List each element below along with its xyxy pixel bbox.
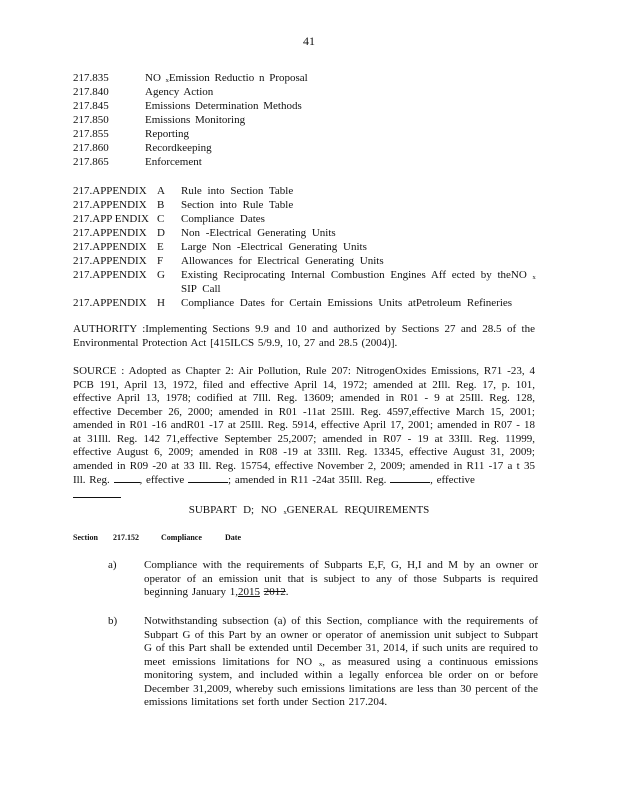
appendix-letter: H [157,297,165,309]
blank-line [390,473,430,483]
subsection-body: Compliance with the requirements of Subparts E,F, G, H,I and M by an owner or operator of an emission unit that is subject to any of those Subparts is required beginning January 1, [144,559,538,598]
appendix-number: 217.APPENDIX [73,227,147,239]
appendix-entry [73,212,543,226]
appendix-title: Large Non -Electrical Generating Units [181,241,367,253]
subsection-label: b) [108,615,118,627]
divider-line [73,497,121,498]
source-paragraph [73,365,535,488]
deleted-text: 2012 [263,586,286,598]
section-entry [73,113,308,127]
section-number: 217.835 [73,72,109,84]
source-history-text: SOURCE : Adopted as Chapter 2: Air Pollution, Rule 207: NitrogenOxides Emissions, R71 -23, 4 PCB 191, April 13, 1972, filed and effective April 14, 1972; amended at 2Ill. Reg. 17, p. 101, effective April 13, 1978; codified at 7Ill. Reg. 13609; amended in R01 - 9 at 25Ill. Reg. 128, effective December 26, 2000; amended in R01 -11at 25Ill. Reg. 4597,effective March 15, 2001; amended in R01 -16 andR01 -17 at 25Ill. Reg. 5914, effective April 17, 2001; amended in R07 - 18 at 31Ill. Reg. 142 71,effective September 25,2007; amended in R07 - 19 at 33Ill. Reg. 11999, effective August 6, 2009; amended in R08 -19 at 33Ill. Reg. 13345, effective August 31, 2009; amended in R09 -20 at 33 Ill. Reg. 15754, effective November 2, 2009; amended in R11 -17 a t 35 Ill. Reg. [73,365,535,486]
section-heading-title: Compliance [161,533,202,542]
source-amended-text: ; amended in R11 -24at 35Ill. Reg. [228,474,387,486]
section-entry [73,85,308,99]
appendix-title: Rule into Section Table [181,185,294,197]
appendix-title: Compliance Dates [181,213,265,225]
appendix-letter: G [157,269,165,281]
appendix-letter: C [157,213,165,225]
section-number: 217.860 [73,142,109,154]
appendix-number: 217.APPENDIX [73,255,147,267]
subpart-heading: SUBPART D; NO ₓGENERAL REQUIREMENTS [188,504,430,516]
appendix-title: Non -Electrical Generating Units [181,227,336,239]
section-list [73,71,308,169]
subsection-label: a) [108,559,117,571]
section-title: NO ₓEmission Reductio n Proposal [145,72,308,84]
appendix-letter: E [157,241,164,253]
page-number: 41 [303,34,315,48]
subsection-b [108,615,538,710]
appendix-title: Compliance Dates for Certain Emissions Units atPetroleum Refineries [181,297,513,309]
appendix-entry [73,198,543,212]
appendix-entry [73,240,543,254]
section-entry [73,127,308,141]
source-effective-text: , effective [430,474,475,486]
appendix-list [73,184,543,310]
section-number: 217.845 [73,100,109,112]
section-title: Emissions Determination Methods [145,100,302,112]
section-number: 217.840 [73,86,109,98]
appendix-number: 217.APPENDIX [73,297,147,309]
section-entry [73,141,308,155]
appendix-letter: B [157,199,165,211]
appendix-title: Existing Reciprocating Internal Combustion Engines Aff ected by theNO ₓ SIP Call [181,269,536,295]
blank-line [114,473,140,483]
subsection-text: Notwithstanding subsection (a) of this Section, compliance with the requirements of Subpart G of this Part by an owner or operator of anemission unit subject to Subpart G of this Part shall be extended until December 31, 2014, if such units are required to meet emissions limitations for NO ₓ, as measured using a continuous emissions monitoring system, and included within a legally enforcea ble order on or before December 31,2009, whereby such emissions limitations are less than 30 percent of the emissions limitations set forth under Section 217.204. [144,615,538,708]
section-heading-number: 217.152 [113,533,139,542]
appendix-number: 217.APP ENDIX [73,213,149,225]
appendix-title: Allowances for Electrical Generating Units [181,255,384,267]
appendix-entry [73,268,543,296]
section-title: Reporting [145,128,189,140]
section-entry [73,99,308,113]
appendix-number: 217.APPENDIX [73,269,147,281]
section-number: 217.865 [73,156,109,168]
appendix-entry [73,254,543,268]
section-title: Emissions Monitoring [145,114,246,126]
inserted-text: 2015 [237,586,260,598]
appendix-number: 217.APPENDIX [73,199,147,211]
authority-paragraph: AUTHORITY :Implementing Sections 9.9 and 10 and authorized by Sections 27 and 28.5 of the Environmental Protection Act [415ILCS 5/9.9, 10, 27 and 28.5 (2004)]. [73,323,535,349]
section-number: 217.855 [73,128,109,140]
section-title: Agency Action [145,86,214,98]
section-title: Recordkeeping [145,142,212,154]
section-title: Enforcement [145,156,202,168]
section-heading-subtitle: Date [225,533,241,542]
appendix-number: 217.APPENDIX [73,185,147,197]
appendix-letter: D [157,227,165,239]
section-heading-label: Section [73,533,98,542]
subsection-text: Compliance with the requirements of Subparts E,F, G, H,I and M by an owner or operator of an emission unit that is subject to any of those Subparts is required beginning January 1,2015 2012. [144,559,538,598]
appendix-letter: F [157,255,164,267]
blank-line [188,473,228,483]
appendix-entry [73,226,543,240]
section-number: 217.850 [73,114,109,126]
source-effective-text: , effective [139,474,185,486]
section-entry [73,71,308,85]
appendix-entry [73,184,543,198]
section-entry [73,155,308,169]
appendix-entry [73,296,543,310]
appendix-letter: A [157,185,165,197]
section-heading [73,533,241,542]
subsection-a [108,559,538,600]
appendix-number: 217.APPENDIX [73,241,147,253]
appendix-title: Section into Rule Table [181,199,294,211]
